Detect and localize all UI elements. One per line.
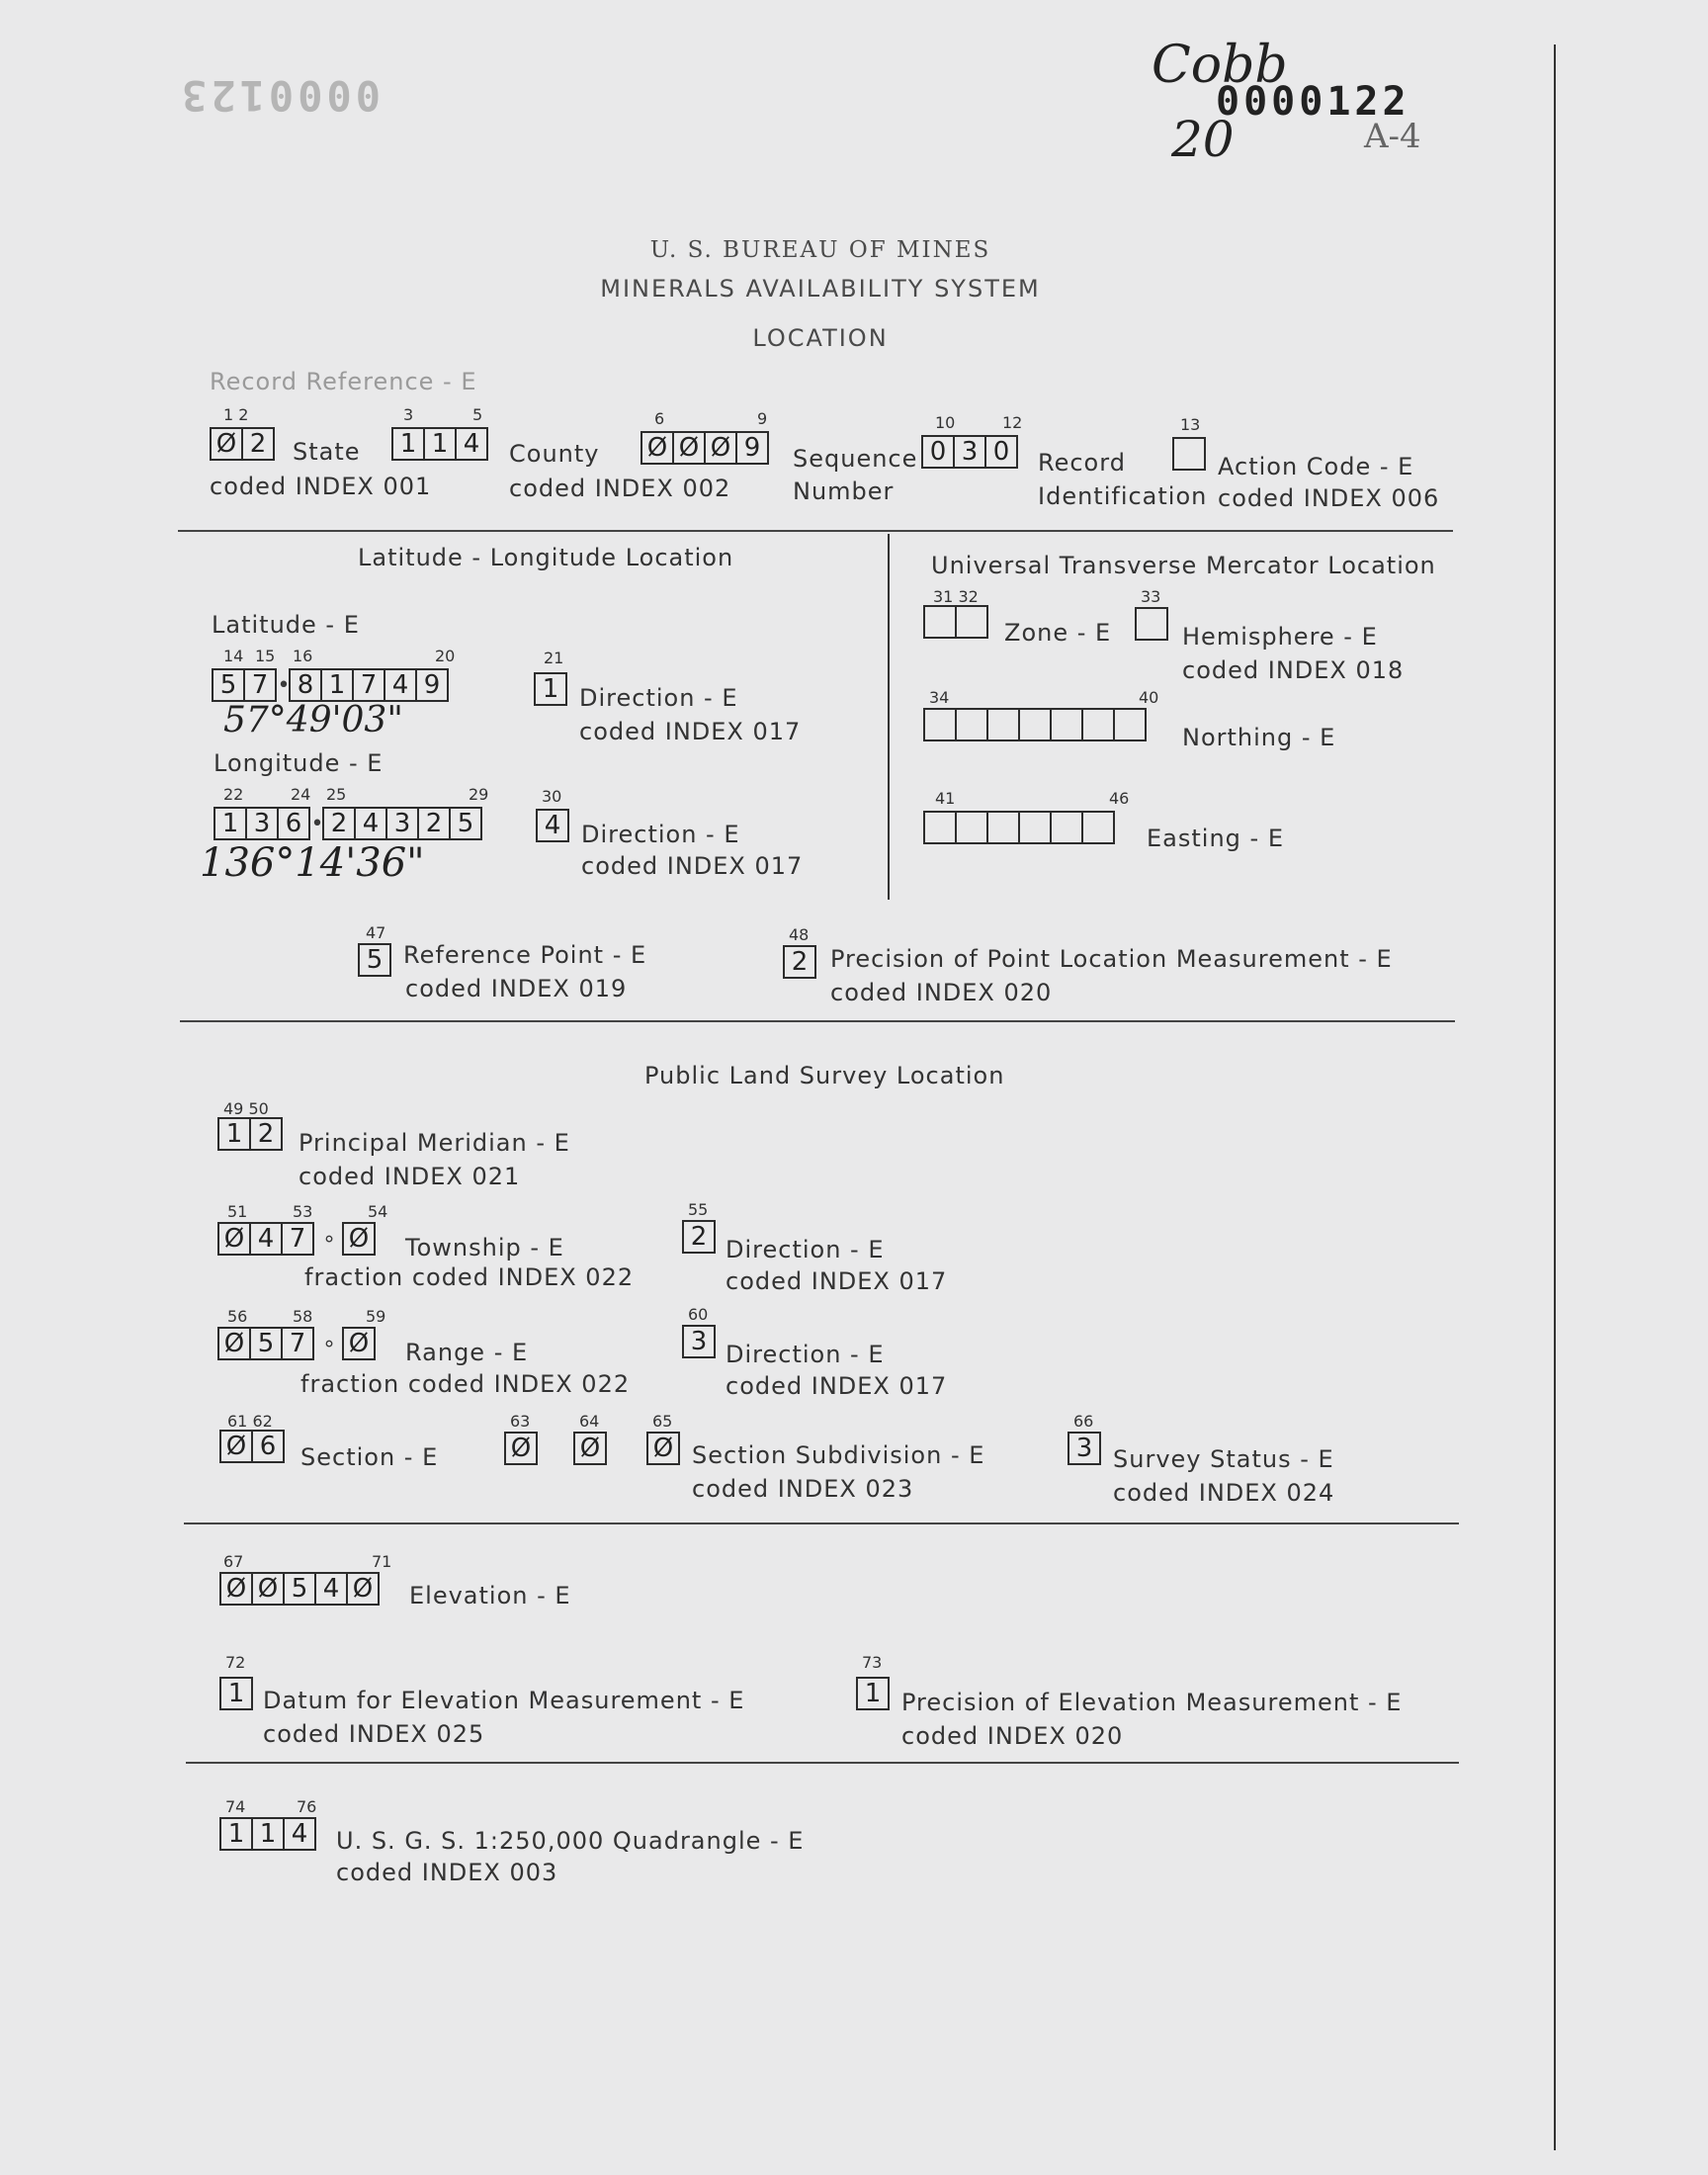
latitude-digit: 7 (243, 668, 277, 702)
quad-pos-a: 74 (225, 1797, 246, 1816)
twp-direction-label: Direction - E (726, 1236, 885, 1263)
twp-direction-digit: 2 (682, 1220, 716, 1254)
divider-3 (184, 1522, 1459, 1524)
action-pos: 13 (1180, 415, 1201, 434)
subdivision-pos: 64 (579, 1412, 600, 1431)
lon-direction-label: Direction - E (581, 821, 740, 848)
range-fraction: Ø (342, 1327, 376, 1360)
quad-digit: 1 (251, 1817, 285, 1851)
zone-digit (923, 605, 957, 639)
action-code-sub: coded INDEX 006 (1218, 484, 1440, 512)
hemisphere-sub: coded INDEX 018 (1182, 656, 1405, 684)
handwritten-name: Cobb (1152, 36, 1288, 95)
latitude-digit: 4 (384, 668, 417, 702)
ref-point-sub: coded INDEX 019 (405, 975, 628, 1002)
northing-pos-a: 34 (929, 688, 950, 707)
subdivision-box-2[interactable] (573, 1432, 607, 1465)
section-pos: 61 62 (227, 1412, 273, 1431)
subdivision-sub: coded INDEX 023 (692, 1475, 914, 1503)
lat-dir-pos: 21 (544, 649, 564, 667)
latitude-digit: 1 (320, 668, 354, 702)
datum-box[interactable] (219, 1677, 253, 1710)
form-title: LOCATION (752, 324, 889, 352)
range-digit: Ø (217, 1327, 251, 1360)
rng-dir-pos: 60 (688, 1305, 709, 1324)
divider-2 (180, 1020, 1455, 1022)
range-sub: fraction coded INDEX 022 (300, 1370, 631, 1398)
latitude-digit: 5 (212, 668, 245, 702)
elevation-boxes[interactable] (219, 1572, 380, 1606)
latitude-digit: 9 (415, 668, 449, 702)
township-digit: 4 (249, 1222, 283, 1256)
longitude-digit: 5 (449, 807, 482, 840)
state-code-boxes[interactable] (210, 427, 275, 461)
township-pos: 51 (227, 1202, 248, 1221)
township-sub: fraction coded INDEX 022 (304, 1263, 635, 1291)
action-code-box[interactable] (1172, 437, 1206, 471)
northing-digit (1050, 708, 1083, 741)
range-pos: 59 (366, 1307, 386, 1326)
zone-pos: 31 32 (933, 587, 979, 606)
rng-direction-label: Direction - E (726, 1341, 885, 1368)
lon-pos: 25 (326, 785, 347, 804)
sequence-pos-b: 9 (757, 409, 768, 428)
lon-pos: 22 (223, 785, 244, 804)
township-pos: 53 (293, 1202, 313, 1221)
easting-digit (1050, 811, 1083, 844)
state-digit: Ø (210, 427, 243, 461)
precision-sub: coded INDEX 020 (830, 979, 1053, 1006)
range-pos: 58 (293, 1307, 313, 1326)
lat-pos: 14 (223, 647, 244, 665)
elevation-pos-a: 67 (223, 1552, 244, 1571)
rng-direction-box[interactable] (682, 1325, 716, 1358)
longitude-label: Longitude - E (214, 749, 384, 777)
lon-direction-box[interactable] (536, 809, 569, 842)
latitude-digit: 7 (352, 668, 385, 702)
subdivision-digit: Ø (573, 1432, 607, 1465)
elev-precision-label: Precision of Elevation Measurement - E (901, 1689, 1403, 1716)
elevation-digit: Ø (219, 1572, 253, 1606)
quad-sub: coded INDEX 003 (336, 1859, 558, 1886)
township-digit: 7 (281, 1222, 314, 1256)
range-digit: 7 (281, 1327, 314, 1360)
longitude-digit: 2 (417, 807, 451, 840)
state-positions: 1 2 (223, 405, 249, 424)
lon-direction-digit: 4 (536, 809, 569, 842)
easting-pos-a: 41 (935, 789, 956, 808)
datum-label: Datum for Elevation Measurement - E (263, 1687, 745, 1714)
hemisphere-digit (1135, 607, 1168, 641)
subdivision-box-3[interactable] (646, 1432, 680, 1465)
datum-sub: coded INDEX 025 (263, 1720, 485, 1748)
easting-label: Easting - E (1147, 825, 1284, 852)
longitude-digit: 3 (385, 807, 419, 840)
meridian-sub: coded INDEX 021 (299, 1163, 521, 1190)
decimal-point: • (310, 811, 324, 836)
divider-1 (178, 530, 1453, 532)
easting-digit (1018, 811, 1052, 844)
action-code-digit (1172, 437, 1206, 471)
state-label: State (293, 438, 361, 466)
easting-digit (1081, 811, 1115, 844)
lat-pos: 15 (255, 647, 276, 665)
hemisphere-box[interactable] (1135, 607, 1168, 641)
twp-dir-pos: 55 (688, 1200, 709, 1219)
quad-digit: 4 (283, 1817, 316, 1851)
meridian-label: Principal Meridian - E (299, 1129, 570, 1157)
county-label: County (509, 440, 600, 468)
reversed-stamp: 0000123 (178, 71, 382, 120)
northing-boxes[interactable] (923, 708, 1147, 741)
divider-4 (186, 1762, 1459, 1764)
longitude-digit: 4 (354, 807, 387, 840)
separator-dot: ∘ (322, 1331, 336, 1356)
sequence-digit: 9 (735, 431, 769, 465)
meridian-digit: 2 (249, 1117, 283, 1151)
latitude-label: Latitude - E (212, 611, 360, 639)
latitude-digit: 8 (289, 668, 322, 702)
county-digit: 1 (391, 427, 425, 461)
record-id-digit: 0 (984, 435, 1018, 469)
state-digit: 2 (241, 427, 275, 461)
elevation-label: Elevation - E (409, 1582, 571, 1610)
ref-point-pos: 47 (366, 923, 386, 942)
county-sub: coded INDEX 002 (509, 475, 731, 502)
survey-status-label: Survey Status - E (1113, 1445, 1334, 1473)
record-id-pos-b: 12 (1002, 413, 1023, 432)
easting-digit (923, 811, 957, 844)
rng-direction-digit: 3 (682, 1325, 716, 1358)
lon-pos: 24 (291, 785, 311, 804)
longitude-digit: 6 (277, 807, 310, 840)
ref-point-box[interactable] (358, 943, 391, 977)
record-id-boxes[interactable] (921, 435, 1018, 469)
datum-pos: 72 (225, 1653, 246, 1672)
pls-heading: Public Land Survey Location (644, 1062, 1005, 1089)
township-boxes[interactable] (217, 1222, 376, 1256)
northing-label: Northing - E (1182, 724, 1336, 751)
northing-digit (923, 708, 957, 741)
twp-direction-box[interactable] (682, 1220, 716, 1254)
precision-digit: 2 (783, 945, 816, 979)
zone-digit (955, 605, 988, 639)
precision-box[interactable] (783, 945, 816, 979)
elevation-digit: Ø (251, 1572, 285, 1606)
elevation-pos-b: 71 (372, 1552, 392, 1571)
northing-digit (1081, 708, 1115, 741)
section-digit: Ø (219, 1430, 253, 1463)
latlong-utm-divider (888, 534, 890, 900)
action-code-label: Action Code - E (1218, 453, 1414, 480)
handwritten-number: 20 (1171, 111, 1235, 168)
range-digit: 5 (249, 1327, 283, 1360)
township-pos: 54 (368, 1202, 388, 1221)
range-label: Range - E (405, 1339, 529, 1366)
northing-digit (955, 708, 988, 741)
township-digit: Ø (217, 1222, 251, 1256)
sequence-label: Sequence (793, 445, 918, 473)
hemisphere-label: Hemisphere - E (1182, 623, 1378, 651)
lon-pos: 29 (469, 785, 489, 804)
northing-digit (986, 708, 1020, 741)
longitude-digit: 1 (214, 807, 247, 840)
utm-heading: Universal Transverse Mercator Location (931, 552, 1436, 579)
sequence-pos-a: 6 (654, 409, 665, 428)
separator-dot: ∘ (322, 1226, 336, 1252)
ref-point-digit: 5 (358, 943, 391, 977)
section-label: Section - E (300, 1443, 439, 1471)
section-boxes[interactable] (219, 1430, 285, 1463)
elev-precision-digit: 1 (856, 1677, 890, 1710)
sequence-digit: Ø (704, 431, 737, 465)
hemisphere-pos: 33 (1141, 587, 1161, 606)
record-id-pos-a: 10 (935, 413, 956, 432)
ref-point-label: Reference Point - E (403, 941, 647, 969)
township-fraction: Ø (342, 1222, 376, 1256)
lon-dir-pos: 30 (542, 787, 562, 806)
elevation-digit: Ø (346, 1572, 380, 1606)
latitude-boxes[interactable] (212, 668, 449, 702)
northing-pos-b: 40 (1139, 688, 1159, 707)
lat-direction-label: Direction - E (579, 684, 738, 712)
subdivision-digit: Ø (646, 1432, 680, 1465)
page-code: A-4 (1364, 117, 1421, 156)
record-id-digit: 0 (921, 435, 955, 469)
survey-status-pos: 66 (1073, 1412, 1094, 1431)
quad-label: U. S. G. S. 1:250,000 Quadrangle - E (336, 1827, 805, 1855)
subdivision-label: Section Subdivision - E (692, 1441, 985, 1469)
latlong-heading: Latitude - Longitude Location (358, 544, 734, 571)
survey-status-box[interactable] (1068, 1432, 1101, 1465)
meridian-digit: 1 (217, 1117, 251, 1151)
range-boxes[interactable] (217, 1327, 376, 1360)
agency-title: U. S. BUREAU OF MINES (649, 237, 991, 263)
lat-direction-digit: 1 (534, 672, 567, 706)
county-digit: 4 (455, 427, 488, 461)
sequence-boxes[interactable] (640, 431, 769, 465)
northing-digit (1113, 708, 1147, 741)
easting-digit (986, 811, 1020, 844)
lat-pos: 20 (435, 647, 456, 665)
state-sub: coded INDEX 001 (210, 473, 432, 500)
datum-digit: 1 (219, 1677, 253, 1710)
quad-boxes[interactable] (219, 1817, 316, 1851)
township-label: Township - E (405, 1234, 564, 1262)
survey-status-digit: 3 (1068, 1432, 1101, 1465)
zone-boxes[interactable] (923, 605, 988, 639)
twp-direction-sub: coded INDEX 017 (726, 1267, 948, 1295)
elevation-digit: 5 (283, 1572, 316, 1606)
sequence-sub: Number (793, 478, 895, 505)
doc-number: 0000122 (1216, 79, 1410, 125)
precision-pos: 48 (789, 925, 810, 944)
county-pos-a: 3 (403, 405, 414, 424)
record-id-sub: Identification (1038, 482, 1208, 510)
longitude-boxes[interactable] (214, 807, 482, 840)
rng-direction-sub: coded INDEX 017 (726, 1372, 948, 1400)
latitude-handwritten: 57°49'03" (223, 700, 403, 740)
quad-digit: 1 (219, 1817, 253, 1851)
subdivision-digit: Ø (504, 1432, 538, 1465)
quad-pos-b: 76 (297, 1797, 317, 1816)
elev-precision-sub: coded INDEX 020 (901, 1722, 1124, 1750)
northing-digit (1018, 708, 1052, 741)
precision-label: Precision of Point Location Measurement - E (830, 945, 1393, 973)
record-id-label: Record (1038, 449, 1126, 477)
right-margin-line (1554, 44, 1556, 2150)
system-title: MINERALS AVAILABILITY SYSTEM (600, 275, 1041, 303)
subdivision-box-1[interactable] (504, 1432, 538, 1465)
record-reference-label: Record Reference - E (210, 368, 477, 395)
meridian-boxes[interactable] (217, 1117, 283, 1151)
easting-pos-b: 46 (1109, 789, 1130, 808)
sequence-digit: Ø (672, 431, 706, 465)
section-digit: 6 (251, 1430, 285, 1463)
longitude-handwritten: 136°14'36" (200, 840, 425, 886)
meridian-pos: 49 50 (223, 1099, 269, 1118)
lat-pos: 16 (293, 647, 313, 665)
subdivision-pos: 65 (652, 1412, 673, 1431)
county-digit: 1 (423, 427, 457, 461)
lon-direction-sub: coded INDEX 017 (581, 852, 804, 880)
elev-precision-pos: 73 (862, 1653, 883, 1672)
county-pos-b: 5 (472, 405, 483, 424)
zone-label: Zone - E (1004, 619, 1112, 647)
elevation-digit: 4 (314, 1572, 348, 1606)
sequence-digit: Ø (640, 431, 674, 465)
elev-precision-box[interactable] (856, 1677, 890, 1710)
county-code-boxes[interactable] (391, 427, 488, 461)
easting-boxes[interactable] (923, 811, 1115, 844)
lat-direction-box[interactable] (534, 672, 567, 706)
subdivision-pos: 63 (510, 1412, 531, 1431)
longitude-digit: 2 (322, 807, 356, 840)
survey-status-sub: coded INDEX 024 (1113, 1479, 1335, 1507)
easting-digit (955, 811, 988, 844)
longitude-digit: 3 (245, 807, 279, 840)
lat-direction-sub: coded INDEX 017 (579, 718, 802, 745)
decimal-point: • (277, 672, 291, 698)
range-pos: 56 (227, 1307, 248, 1326)
record-id-digit: 3 (953, 435, 986, 469)
